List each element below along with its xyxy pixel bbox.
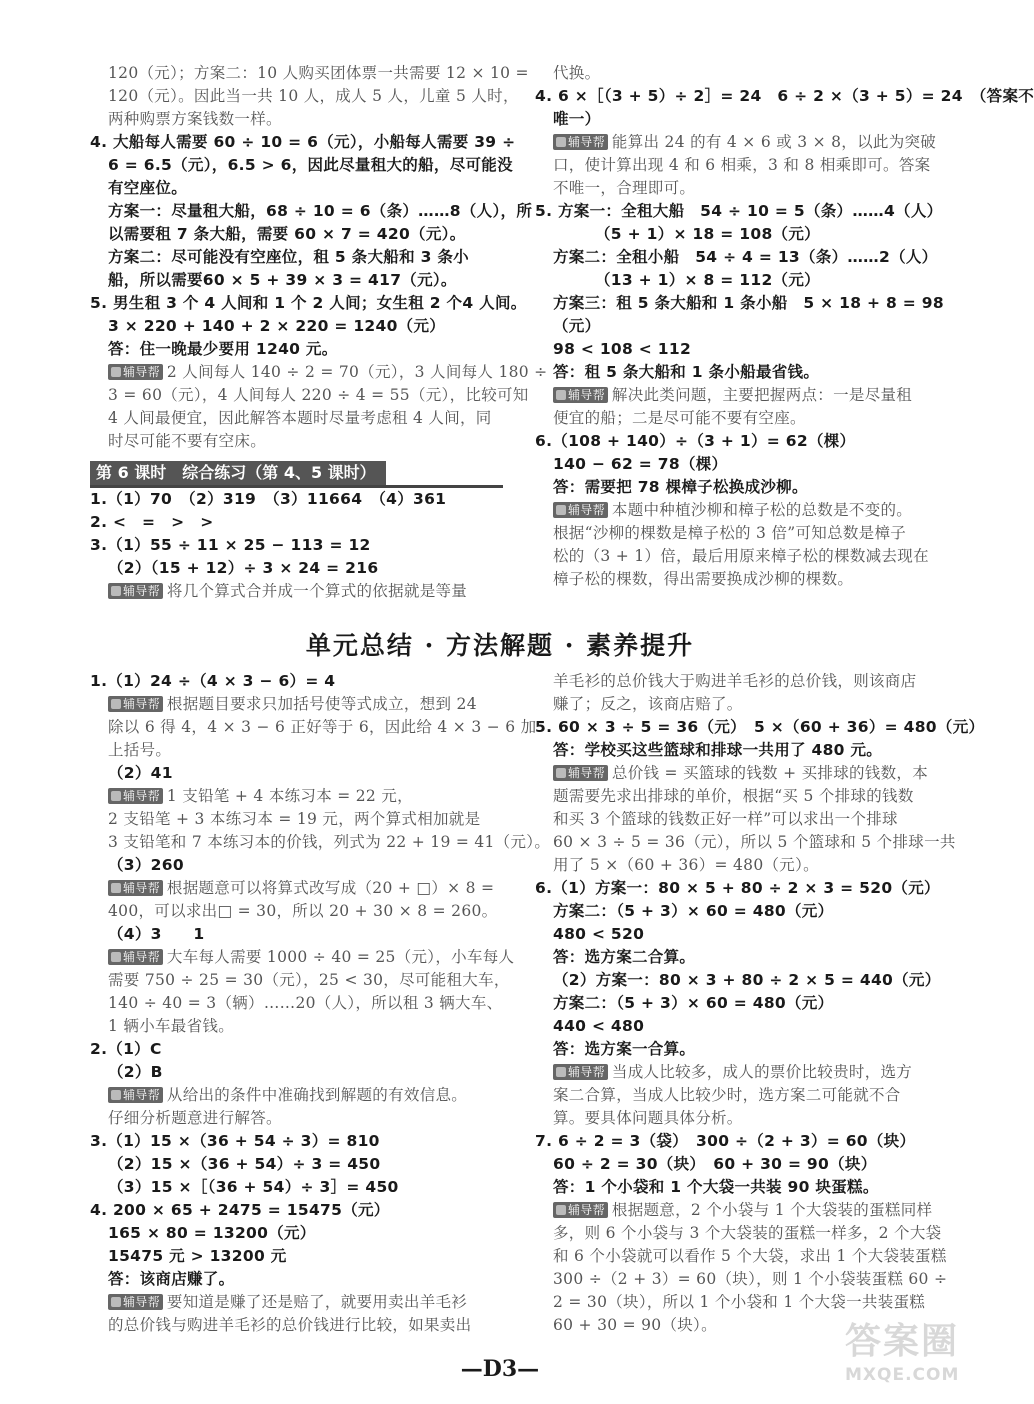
line-text: 答：学校买这些篮球和排球一共用了 480 元。 [553, 741, 883, 759]
answer-line [535, 522, 960, 545]
answer-line [535, 338, 960, 361]
line-text: 98 < 108 < 112 [553, 340, 692, 358]
line-text: 300 ÷（2 + 3）= 60（块），则 1 个小袋装蛋糕 60 ÷ [553, 1270, 948, 1288]
line-text: 不唯一，合理即可。 [553, 179, 696, 197]
answer-line [90, 246, 512, 269]
left-column-lesson [90, 488, 512, 603]
unit-summary-title: 单元总结 · 方法解题 · 素养提升 [305, 631, 695, 660]
tutor-tag [553, 1202, 608, 1218]
answer-line [535, 1084, 960, 1107]
answer-line [535, 693, 960, 716]
tutor-tip-line [535, 1061, 960, 1084]
line-text: （2）41 [108, 764, 173, 782]
tutor-tag [553, 387, 608, 403]
tutor-tip-line [90, 1084, 512, 1107]
line-text: 答：租 5 条大船和 1 条小船最省钱。 [553, 363, 820, 381]
line-text: 60 + 30 = 90（块）。 [553, 1316, 717, 1334]
tutor-icon [111, 1297, 121, 1307]
line-text: 本题中种植沙柳和樟子松的总数是不变的。 [611, 501, 913, 519]
line-text: 羊毛衫的总价钱大于购进羊毛衫的总价钱，则该商店 [553, 672, 917, 690]
tutor-tag [108, 949, 163, 965]
left-column-top [90, 62, 548, 453]
line-text: 2.（1）C [90, 1040, 162, 1058]
answer-line [535, 785, 960, 808]
tutor-tag-label: 辅导帮 [568, 766, 605, 780]
answer-line [535, 1222, 960, 1245]
line-text: 4 人间最便宜，因此解答本题时尽量考虑租 4 人间，同 [108, 409, 492, 427]
line-text: 方案二：全租小船 54 ÷ 4 = 13（条）……2（人） [553, 248, 938, 266]
line-text: 方案一：尽量租大船，68 ÷ 10 = 6（条）……8（人），所 [108, 202, 533, 220]
answer-line [90, 1222, 512, 1245]
line-text: 120（元）；方案二：10 人购买团体票一共需要 12 × 10 = [108, 64, 529, 82]
answer-line [535, 407, 960, 430]
answer-line [535, 1107, 960, 1130]
line-text: 根据题意可以将算式改写成（20 + □）× 8 = [166, 879, 495, 897]
answer-line [90, 292, 527, 315]
answer-line [90, 1153, 512, 1176]
tutor-icon [556, 1067, 566, 1077]
line-text: 方案二：尽可能没有空座位，租 5 条大船和 3 条小 [108, 248, 469, 266]
tutor-icon [556, 1205, 566, 1215]
answer-line [535, 969, 960, 992]
answer-line [90, 430, 512, 453]
answer-line [535, 992, 960, 1015]
line-text: （3）260 [108, 856, 184, 874]
answer-line [535, 1176, 960, 1199]
answer-line [535, 85, 1034, 108]
tutor-icon [111, 1090, 121, 1100]
answer-line [535, 1130, 960, 1153]
tutor-tip-line [535, 384, 960, 407]
tutor-tag-label: 辅导帮 [568, 135, 605, 149]
answer-line [90, 269, 512, 292]
answer-line [535, 1015, 960, 1038]
tutor-tag-label: 辅导帮 [568, 388, 605, 402]
line-text: 题需要先求出排球的单价，根据“买 5 个排球的钱数 [553, 787, 914, 805]
line-text: 480 < 520 [553, 925, 645, 943]
tutor-icon [556, 768, 566, 778]
tutor-tip-line [90, 580, 512, 603]
line-text: 440 < 480 [553, 1017, 645, 1035]
tutor-tag [108, 1294, 163, 1310]
answer-line [90, 488, 512, 511]
answer-line [535, 246, 960, 269]
answer-line [90, 1245, 512, 1268]
answer-line [90, 131, 516, 154]
answer-line [90, 992, 512, 1015]
answer-line [90, 1199, 512, 1222]
answer-line [535, 292, 960, 315]
tutor-tip-line [535, 762, 960, 785]
tutor-tag-label: 辅导帮 [123, 584, 160, 598]
answer-line [535, 877, 960, 900]
line-text: 的总价钱与购进羊毛衫的总价钱进行比较，如果卖出 [108, 1316, 472, 1334]
line-text: 答：选方案一合算。 [553, 1040, 696, 1058]
line-text: 1 支铅笔 + 4 本练习本 = 22 元， [166, 787, 413, 805]
tutor-tag [108, 880, 163, 896]
answer-line [90, 1176, 512, 1199]
answer-line [535, 545, 960, 568]
tutor-icon [111, 791, 121, 801]
line-text: 代换。 [553, 64, 601, 82]
tutor-tag [108, 788, 163, 804]
answer-line [90, 85, 519, 108]
answer-line [535, 1245, 960, 1268]
answer-line [535, 315, 960, 338]
answer-line [90, 154, 512, 177]
answer-line [90, 1130, 512, 1153]
answer-line [535, 568, 960, 591]
answer-line [535, 946, 960, 969]
line-text: 3.（1）15 ×（36 + 54 ÷ 3）= 810 [90, 1132, 380, 1150]
answer-line [90, 1015, 512, 1038]
tutor-icon [111, 586, 121, 596]
line-text: 便宜的船；二是尽可能不要有空座。 [553, 409, 806, 427]
tutor-tag [108, 583, 163, 599]
answer-line [535, 900, 960, 923]
tutor-icon [111, 367, 121, 377]
line-text: （5 + 1）× 18 = 108（元） [595, 225, 820, 243]
line-text: 案二合算，当成人比较少时，选方案二可能就不合 [553, 1086, 901, 1104]
tutor-tag [108, 364, 163, 380]
answer-line [90, 223, 512, 246]
answer-line [535, 923, 960, 946]
tutor-tip-line [90, 361, 548, 384]
line-text: 要知道是赚了还是赔了，就要用卖出羊毛衫 [166, 1293, 468, 1311]
line-text: 将几个算式合并成一个算式的依据就是等量 [166, 582, 468, 600]
answer-line [90, 716, 537, 739]
answer-line [90, 315, 512, 338]
line-text: 答：该商店赚了。 [108, 1270, 235, 1288]
line-text: 两种购票方案钱数一样。 [108, 110, 282, 128]
line-text: 根据题目要求只加括号使等式成立，想到 24 [166, 695, 477, 713]
answer-line [90, 1107, 512, 1130]
tutor-tag-label: 辅导帮 [123, 950, 160, 964]
watermark-url: MXQE.COM [845, 1365, 960, 1385]
left-column-bottom [90, 670, 551, 1337]
answer-line [535, 223, 960, 246]
line-text: 唯一） [553, 110, 601, 128]
line-text: 6.（108 + 140）÷（3 + 1）= 62（棵） [535, 432, 856, 450]
line-text: 3 = 60（元），4 人间每人 220 ÷ 4 = 55（元），比较可知 [108, 386, 529, 404]
line-text: 答：1 个小袋和 1 个大袋一共装 90 块蛋糕。 [553, 1178, 879, 1196]
line-text: 方案三：租 5 条大船和 1 条小船 5 × 18 + 8 = 98 [553, 294, 944, 312]
line-text: 1.（1）70 （2）319 （3）11664 （4）361 [90, 490, 447, 508]
line-text: 答：住一晚最少要用 1240 元。 [108, 340, 338, 358]
lesson-title: 第 6 课时 综合练习（第 4、5 课时） [90, 461, 386, 485]
line-text: 答：选方案二合算。 [553, 948, 696, 966]
line-text: 和买 3 个篮球的钱数正好一样”可以求出一个排球 [553, 810, 898, 828]
right-column-top [535, 62, 1034, 591]
answer-line [535, 154, 960, 177]
line-text: 60 ÷ 2 = 30（块） 60 + 30 = 90（块） [553, 1155, 877, 1173]
line-text: 2 = 30（块），所以 1 个小袋和 1 个大袋一共装蛋糕 [553, 1293, 926, 1311]
tutor-tag-label: 辅导帮 [568, 1065, 605, 1079]
line-text: 165 × 80 = 13200（元） [108, 1224, 316, 1242]
line-text: 60 × 3 ÷ 5 = 36（元），所以 5 个篮球和 5 个排球一共 [553, 833, 956, 851]
line-text: 140 − 62 = 78（棵） [553, 455, 728, 473]
answer-line [90, 557, 512, 580]
line-text: 总价钱 = 买篮球的钱数 + 买排球的钱数，本 [611, 764, 928, 782]
line-text: （2）15 ×（36 + 54）÷ 3 = 450 [108, 1155, 381, 1173]
tutor-icon [111, 883, 121, 893]
answer-line [90, 108, 512, 131]
line-text: （2）方案一：80 × 3 + 80 ÷ 2 × 5 = 440（元） [553, 971, 941, 989]
line-text: 方案二：（5 + 3）× 60 = 480（元） [553, 994, 834, 1012]
answer-line [90, 923, 512, 946]
answer-line [535, 476, 960, 499]
answer-line [90, 1268, 512, 1291]
tutor-tag-label: 辅导帮 [123, 789, 160, 803]
line-text: 6 = 6.5（元），6.5 > 6，因此尽量租大的船，尽可能没 [108, 156, 513, 174]
answer-line [90, 762, 512, 785]
answer-line [535, 361, 960, 384]
line-text: 120（元）。因此当一共 10 人，成人 5 人，儿童 5 人时， [108, 87, 519, 105]
line-text: 2 支铅笔 + 3 本练习本 = 19 元，两个算式相加就是 [108, 810, 481, 828]
line-text: 2. < = > > [90, 513, 214, 531]
answer-line [90, 534, 512, 557]
answer-line [535, 854, 960, 877]
line-text: 当成人比较多，成人的票价比较贵时，选方 [611, 1063, 913, 1081]
tutor-tip-line [90, 946, 515, 969]
line-text: 和 6 个小袋就可以看作 5 个大袋，求出 1 个大袋装蛋糕 [553, 1247, 947, 1265]
tutor-tip-line [90, 1291, 512, 1314]
line-text: 1 辆小车最省钱。 [108, 1017, 234, 1035]
answer-line [90, 900, 512, 923]
line-text: 5. 60 × 3 ÷ 5 = 36（元） 5 ×（60 + 36）= 480（元） [535, 718, 985, 736]
answer-line [535, 108, 960, 131]
line-text: 以需要租 7 条大船，需要 60 × 7 = 420（元）。 [108, 225, 466, 243]
line-text: 根据题意，2 个小袋与 1 个大袋装的蛋糕同样 [611, 1201, 933, 1219]
answer-line [535, 269, 960, 292]
line-text: 140 ÷ 40 = 3（辆）……20（人），所以租 3 辆大车、 [108, 994, 503, 1012]
watermark [845, 1320, 995, 1400]
answer-line [90, 831, 551, 854]
answer-line [535, 62, 960, 85]
tutor-icon [556, 390, 566, 400]
page-number: —D3— [460, 1356, 540, 1382]
line-text: 2 人间每人 140 ÷ 2 = 70（元），3 人间每人 180 ÷ [166, 363, 548, 381]
line-text: （元） [553, 317, 601, 335]
answer-line [535, 831, 960, 854]
tutor-tip-line [90, 877, 512, 900]
line-text: 15475 元 > 13200 元 [108, 1247, 287, 1265]
answer-line [90, 177, 512, 200]
line-text: 赚了；反之，该商店赔了。 [553, 695, 743, 713]
line-text: 3 支铅笔和 7 本练习本的价钱，列式为 22 + 19 = 41（元）。 [108, 833, 551, 851]
line-text: 3.（1）55 ÷ 11 × 25 − 113 = 12 [90, 536, 371, 554]
answer-line [90, 808, 512, 831]
line-text: 根据“沙柳的棵数是樟子松的 3 倍”可知总数是樟子 [553, 524, 907, 542]
line-text: 5. 方案一：全租大船 54 ÷ 10 = 5（条）……4（人） [535, 202, 943, 220]
answer-line [90, 1038, 512, 1061]
answer-line [535, 1038, 960, 1061]
answer-line [535, 1268, 960, 1291]
tutor-tip-line [90, 785, 512, 808]
line-text: 除以 6 得 4，4 × 3 − 6 正好等于 6，因此给 4 × 3 − 6 加 [108, 718, 537, 736]
answer-line [535, 808, 960, 831]
line-text: （2）（15 + 12）÷ 3 × 24 = 216 [108, 559, 379, 577]
answer-line [90, 670, 512, 693]
line-text: 方案二：（5 + 3）× 60 = 480（元） [553, 902, 834, 920]
answer-line [535, 453, 960, 476]
watermark-logo: 答案圈 [845, 1321, 960, 1362]
tutor-tag-label: 辅导帮 [123, 881, 160, 895]
line-text: 仔细分析题意进行解答。 [108, 1109, 282, 1127]
tutor-tag-label: 辅导帮 [568, 503, 605, 517]
tutor-tag-label: 辅导帮 [123, 1088, 160, 1102]
tutor-tip-line [535, 131, 960, 154]
tutor-icon [111, 952, 121, 962]
line-text: 从给出的条件中准确找到解题的有效信息。 [166, 1086, 468, 1104]
tutor-tag [108, 696, 163, 712]
line-text: 4. 大船每人需要 60 ÷ 10 = 6（元），小船每人需要 39 ÷ [90, 133, 516, 151]
answer-line [90, 1061, 512, 1084]
line-text: 用了 5 ×（60 + 36）= 480（元）。 [553, 856, 819, 874]
line-text: 能算出 24 的有 4 × 6 或 3 × 8，以此为突破 [611, 133, 937, 151]
tutor-icon [111, 699, 121, 709]
line-text: 解决此类问题，主要把握两点：一是尽量租 [611, 386, 913, 404]
answer-line [90, 407, 512, 430]
right-column-bottom [535, 670, 985, 1337]
line-text: 有空座位。 [108, 179, 188, 197]
answer-line [90, 969, 512, 992]
line-text: （2）B [108, 1063, 163, 1081]
line-text: 需要 750 ÷ 25 = 30（元），25 < 30，尽可能租大车， [108, 971, 510, 989]
answer-line [535, 739, 960, 762]
answer-line [535, 177, 960, 200]
line-text: 4. 6 ×［（3 + 5）÷ 2］= 24 6 ÷ 2 ×（3 + 5）= 24 （答案不 [535, 87, 1034, 105]
answer-line [90, 854, 512, 877]
tutor-tip-line [90, 693, 512, 716]
answer-line [535, 1153, 960, 1176]
tutor-tag-label: 辅导帮 [123, 697, 160, 711]
line-text: 算。要具体问题具体分析。 [553, 1109, 743, 1127]
tutor-tag [108, 1087, 163, 1103]
tutor-tag-label: 辅导帮 [568, 1203, 605, 1217]
line-text: 上括号。 [108, 741, 172, 759]
tutor-tip-line [535, 499, 960, 522]
answer-line [90, 62, 529, 85]
tutor-icon [556, 137, 566, 147]
tutor-tip-line [535, 1199, 960, 1222]
tutor-tag [553, 134, 608, 150]
answer-line [90, 739, 512, 762]
line-text: （3）15 ×［（36 + 54）÷ 3］= 450 [108, 1178, 399, 1196]
line-text: 樟子松的棵数，得出需要换成沙柳的棵数。 [553, 570, 854, 588]
tutor-tag [553, 1064, 608, 1080]
line-text: 5. 男生租 3 个 4 人间和 1 个 2 人间；女生租 2 个4 人间。 [90, 294, 527, 312]
line-text: 时尽可能不要有空床。 [108, 432, 267, 450]
answer-line [90, 384, 529, 407]
lesson-heading [90, 461, 503, 488]
tutor-tag-label: 辅导帮 [123, 365, 160, 379]
line-text: 3 × 220 + 140 + 2 × 220 = 1240（元） [108, 317, 446, 335]
line-text: 1.（1）24 ÷（4 × 3 − 6）= 4 [90, 672, 336, 690]
tutor-tag [553, 765, 608, 781]
line-text: 松的（3 + 1）倍，最后用原来樟子松的棵数减去现在 [553, 547, 929, 565]
tutor-tag [553, 502, 608, 518]
line-text: 多，则 6 个小袋与 3 个大袋装的蛋糕一样多，2 个大袋 [553, 1224, 942, 1242]
line-text: 7. 6 ÷ 2 = 3（袋） 300 ÷（2 + 3）= 60（块） [535, 1132, 916, 1150]
line-text: 口，使计算出现 4 和 6 相乘，3 和 8 相乘即可。答案 [553, 156, 931, 174]
answer-line [90, 338, 512, 361]
answer-line [535, 430, 960, 453]
line-text: 6.（1）方案一：80 × 5 + 80 ÷ 2 × 3 = 520（元） [535, 879, 940, 897]
answer-line [535, 716, 985, 739]
line-text: 答：需要把 78 棵樟子松换成沙柳。 [553, 478, 808, 496]
line-text: 400，可以求出□ = 30，所以 20 + 30 × 8 = 260。 [108, 902, 498, 920]
line-text: （13 + 1）× 8 = 112（元） [595, 271, 820, 289]
line-text: 4. 200 × 65 + 2475 = 15475（元） [90, 1201, 390, 1219]
line-text: 大车每人需要 1000 ÷ 40 = 25（元），小车每人 [166, 948, 515, 966]
answer-line [535, 670, 960, 693]
answer-line [535, 1291, 960, 1314]
answer-line [535, 200, 960, 223]
tutor-icon [556, 505, 566, 515]
answer-line [90, 1314, 512, 1337]
line-text: 船，所以需要60 × 5 + 39 × 3 = 417（元）。 [108, 271, 457, 289]
answer-line [90, 200, 533, 223]
answer-line [90, 511, 512, 534]
tutor-tag-label: 辅导帮 [123, 1295, 160, 1309]
line-text: （4）3 1 [108, 925, 205, 943]
